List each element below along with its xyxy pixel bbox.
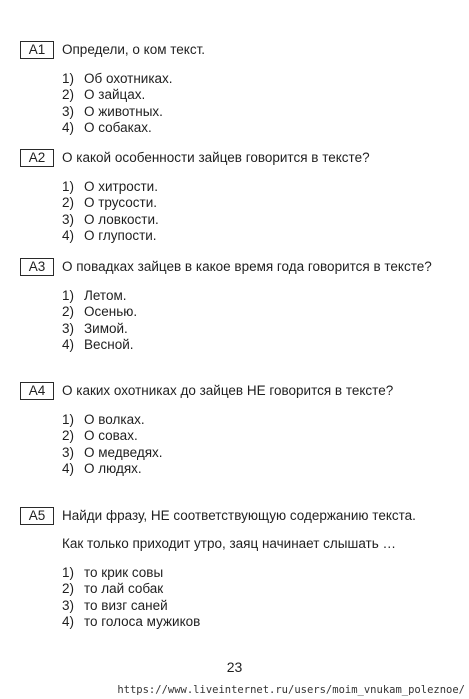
question-text: Найди фразу, НЕ соответствующую содержанию текста. (62, 508, 416, 523)
option-number: 4) (62, 336, 75, 352)
option-text: О животных. (84, 103, 163, 119)
answer-option (62, 212, 445, 228)
answer-option (62, 412, 445, 428)
option-number: 3) (62, 103, 75, 119)
answer-options (62, 412, 445, 477)
answer-option (62, 565, 445, 581)
option-number: 3) (62, 597, 75, 613)
answer-option (62, 321, 445, 337)
option-number: 2) (62, 87, 75, 103)
watermark-url: https://www.liveinternet.ru/users/moim_vnukam_poleznoe/ (117, 684, 465, 696)
option-text: Осенью. (84, 304, 138, 320)
answer-option (62, 195, 445, 211)
option-number: 3) (62, 444, 75, 460)
answer-option (62, 445, 445, 461)
answer-option (62, 428, 445, 444)
answer-options (62, 288, 445, 353)
answer-option (62, 337, 445, 353)
option-text: О зайцах. (84, 87, 146, 103)
option-text: Летом. (84, 288, 127, 303)
option-number: 4) (62, 227, 75, 243)
answer-option (62, 120, 445, 136)
answer-option (62, 71, 445, 87)
question-a4 (20, 382, 445, 477)
answer-option (62, 228, 445, 244)
question-text: О повадках зайцев в какое время года говорится в тексте? (62, 259, 432, 274)
option-text: О совах. (84, 428, 138, 444)
option-text: О медведях. (84, 444, 163, 460)
option-text: О собаках. (84, 119, 152, 135)
option-number: 1) (62, 179, 75, 194)
answer-options (62, 179, 445, 244)
answer-option (62, 104, 445, 120)
answer-option (62, 461, 445, 477)
question-a3 (20, 258, 445, 353)
option-text: Зимой. (84, 320, 128, 336)
option-text: Об охотниках. (84, 71, 173, 86)
question-text: Определи, о ком текст. (62, 42, 206, 57)
option-text: О ловкости. (84, 211, 159, 227)
answer-options (62, 71, 445, 136)
option-number: 4) (62, 119, 75, 135)
page-number: 23 (226, 659, 243, 675)
question-label: A2 (20, 149, 54, 167)
option-number: 4) (62, 613, 75, 629)
option-number: 2) (62, 304, 75, 320)
question-a1 (20, 41, 445, 136)
answer-options (62, 565, 445, 630)
option-number: 3) (62, 320, 75, 336)
question-prompt: Как только приходит утро, заяц начинает слышать … (62, 536, 396, 551)
answer-option (62, 87, 445, 103)
option-number: 1) (62, 288, 75, 303)
option-number: 1) (62, 565, 75, 580)
question-a2 (20, 149, 445, 244)
question-a5 (20, 507, 445, 630)
answer-option (62, 581, 445, 597)
option-text: О хитрости. (84, 179, 158, 194)
option-text: Весной. (84, 336, 134, 352)
answer-option (62, 614, 445, 630)
answer-option (62, 288, 445, 304)
option-number: 4) (62, 460, 75, 476)
question-label: A5 (20, 507, 54, 525)
answer-option (62, 598, 445, 614)
option-text: то голоса мужиков (84, 613, 201, 629)
answer-option (62, 304, 445, 320)
question-label: A4 (20, 382, 54, 400)
option-text: О людях. (84, 460, 142, 476)
option-text: О глупости. (84, 227, 157, 243)
option-number: 2) (62, 195, 75, 211)
answer-option (62, 179, 445, 195)
option-text: О трусости. (84, 195, 158, 211)
option-number: 2) (62, 581, 75, 597)
option-text: то крик совы (84, 565, 164, 580)
question-label: A1 (20, 41, 54, 59)
question-label: A3 (20, 258, 54, 276)
option-text: то лай собак (84, 581, 164, 597)
option-number: 2) (62, 428, 75, 444)
option-number: 3) (62, 211, 75, 227)
option-text: О волках. (84, 412, 145, 427)
question-text: О каких охотниках до зайцев НЕ говорится в тексте? (62, 383, 394, 398)
option-number: 1) (62, 71, 75, 86)
option-text: то визг саней (84, 597, 168, 613)
question-text: О какой особенности зайцев говорится в тексте? (62, 150, 370, 165)
option-number: 1) (62, 412, 75, 427)
